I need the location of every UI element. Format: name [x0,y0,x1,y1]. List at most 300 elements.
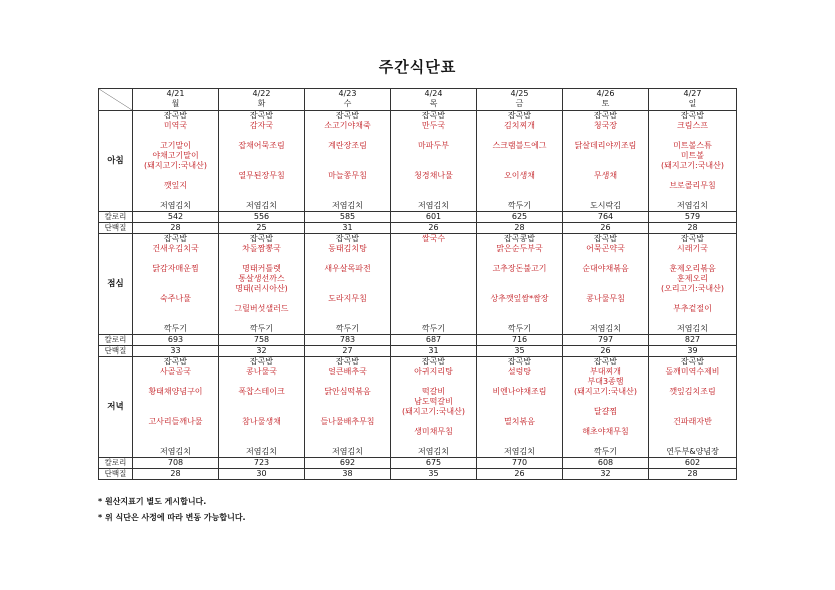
menu-item: (오리고기:국내산) [660,284,725,293]
menu-item: 크림스프 [677,121,708,130]
menu-item: 계란장조림 [328,141,367,150]
menu-cell [133,111,219,212]
menu-item: 오이생채 [504,171,535,180]
day-header [219,89,305,111]
spacer [306,254,389,264]
menu-item: 황태채양념구이 [148,387,203,396]
menu-item: 부대3종햄 [587,377,624,386]
menu-item: 청국장 [593,121,618,130]
spacer [564,397,647,407]
menu-item: 잡곡밥 [421,357,446,366]
menu-item: 숙주나물 [160,294,191,303]
corner-cell [99,89,133,111]
menu-item: 콩나물국 [246,367,277,376]
menu-item: 마늘쫑무침 [328,171,367,180]
menu-item: 해초야채무침 [582,427,629,436]
menu-item: 잡곡밥 [163,234,188,243]
menu-item: 닭안심떡볶음 [324,387,371,396]
calorie-value: 687 [391,335,477,346]
protein-row [99,223,737,234]
day-name: 금 [515,99,524,108]
menu-item: 들나물배추무침 [320,417,375,426]
side-dish: 저염김치 [160,201,191,210]
menu-item: 건파래자반 [673,417,712,426]
menu-item: 비엔나야채조림 [492,387,547,396]
menu-cell [477,234,563,335]
spacer [134,427,217,447]
calorie-value: 716 [477,335,563,346]
meal-row [99,234,737,335]
menu-cell-content [134,357,217,457]
menu-item: 부추겉절이 [673,304,712,313]
menu-item: 잡곡밥 [593,111,618,120]
protein-value: 35 [391,469,477,480]
menu-cell-content [478,234,561,334]
menu-cell [219,111,305,212]
day-name: 토 [601,99,610,108]
protein-label: 단백질 [99,346,133,357]
calorie-label: 칼로리 [99,458,133,469]
menu-item: 맑은순두부국 [496,244,543,253]
menu-item: 잡곡밥 [163,111,188,120]
protein-value: 33 [133,346,219,357]
menu-item: 잡곡밥 [249,111,274,120]
spacer [564,131,647,141]
calorie-row [99,458,737,469]
menu-item: 참나물생채 [242,417,281,426]
spacer [134,191,217,201]
menu-cell-content [306,111,389,211]
protein-value: 31 [391,346,477,357]
menu-cell-content [306,357,389,457]
spacer [134,254,217,264]
side-dish: 저염김치 [246,447,277,456]
menu-cell [649,111,737,212]
menu-cell [563,111,649,212]
spacer [478,254,561,264]
menu-item: 새우살목파전 [324,264,371,273]
side-dish: 깍두기 [335,324,360,333]
spacer [392,151,475,171]
protein-value: 26 [477,469,563,480]
spacer [564,274,647,294]
menu-cell [477,357,563,458]
menu-item: 브로콜리무침 [669,181,716,190]
menu-item: 멸치볶음 [504,417,535,426]
spacer [478,151,561,171]
menu-item: 잡곡밥 [249,234,274,243]
menu-item: 잡곡밥 [507,357,532,366]
protein-value: 28 [133,469,219,480]
spacer [134,397,217,417]
side-dish: 저염김치 [332,447,363,456]
menu-cell-content [564,111,647,211]
menu-item: 훈제오리볶음 [669,264,716,273]
spacer [392,181,475,201]
menu-item: 잡곡콩밥 [504,234,535,243]
meal-label: 아침 [99,111,133,212]
protein-value: 32 [219,346,305,357]
menu-cell-content [392,357,475,457]
spacer [220,181,303,201]
menu-cell [477,111,563,212]
calorie-value: 758 [219,335,305,346]
spacer [392,437,475,447]
spacer [392,377,475,387]
menu-cell [219,357,305,458]
meal-row [99,111,737,212]
calorie-value: 797 [563,335,649,346]
menu-item: 고사리들깨나물 [148,417,203,426]
menu-cell-content [134,234,217,334]
protein-value: 32 [563,469,649,480]
spacer [564,151,647,171]
menu-item: 사골곰국 [160,367,191,376]
protein-value: 28 [477,223,563,234]
menu-item: 잡곡밥 [335,357,360,366]
menu-cell [305,357,391,458]
menu-item: 폭찹스테이크 [238,387,285,396]
calorie-value: 723 [219,458,305,469]
menu-item: 미역국 [163,121,188,130]
menu-cell [219,234,305,335]
protein-value: 31 [305,223,391,234]
menu-item: 고기말이 [160,141,191,150]
menu-item: 잡곡밥 [593,357,618,366]
calorie-value: 625 [477,212,563,223]
spacer [650,254,735,264]
menu-item: 야채고기말이 [152,151,199,160]
menu-cell [305,111,391,212]
calorie-value: 827 [649,335,737,346]
day-name: 화 [257,99,266,108]
menu-item: (돼지고기:국내산) [143,161,208,170]
side-dish: 저염김치 [246,201,277,210]
menu-item: 그릴버섯샐러드 [234,304,289,313]
spacer [392,254,475,324]
menu-item: 잡곡밥 [335,234,360,243]
menu-item: 고추장돈불고기 [492,264,547,273]
spacer [134,304,217,324]
menu-cell-content [392,111,475,211]
spacer [478,377,561,387]
header-row [99,89,737,111]
day-header [649,89,737,111]
calorie-value: 764 [563,212,649,223]
side-dish: 저염김치 [677,201,708,210]
calorie-value: 556 [219,212,305,223]
spacer [478,274,561,294]
side-dish: 저염김치 [418,201,449,210]
menu-item: 도라지무침 [328,294,367,303]
menu-cell-content [650,234,735,334]
menu-item: 잡곡밥 [593,234,618,243]
menu-item: (돼지고기:국내산) [573,387,638,396]
side-dish: 도시락김 [590,201,621,210]
spacer [134,171,217,181]
spacer [306,304,389,324]
menu-cell-content [478,357,561,457]
day-name: 일 [688,99,697,108]
day-date: 4/24 [424,89,443,98]
page-title: 주간식단표 [378,58,457,76]
calorie-value: 692 [305,458,391,469]
day-date: 4/21 [166,89,185,98]
calorie-row [99,212,737,223]
day-date: 4/25 [510,89,529,98]
day-name: 목 [429,99,438,108]
spacer [220,427,303,447]
spacer [306,427,389,447]
spacer [478,427,561,447]
spacer [478,131,561,141]
menu-cell-content [650,111,735,211]
day-date: 4/26 [596,89,615,98]
menu-item: 감자국 [249,121,274,130]
menu-item: 스크램블드에그 [492,141,547,150]
spacer [220,294,303,304]
menu-cell [649,234,737,335]
protein-value: 28 [133,223,219,234]
menu-cell [305,234,391,335]
day-name: 월 [171,99,180,108]
menu-cell-content [564,357,647,457]
menu-item: 아귀지리탕 [414,367,453,376]
side-dish: 깍두기 [593,447,618,456]
spacer [220,254,303,264]
day-name: 수 [343,99,352,108]
menu-item: 명태커틀렛 [242,264,281,273]
menu-item: 열무된장무침 [238,171,285,180]
protein-value: 30 [219,469,305,480]
side-dish: 깍두기 [507,324,532,333]
menu-item: 떡갈비 [421,387,446,396]
calorie-row [99,335,737,346]
menu-item: 잡채어묵조림 [238,141,285,150]
menu-item: 미트볼 [680,151,705,160]
menu-item: 잡곡밥 [680,234,705,243]
spacer [134,131,217,141]
menu-item: 얼큰배추국 [328,367,367,376]
spacer [650,131,735,141]
menu-item: 상추깻잎쌈*쌈장 [490,294,549,303]
side-dish: 저염김치 [504,447,535,456]
menu-item: 마파두부 [418,141,449,150]
spacer [478,397,561,417]
menu-cell-content [220,357,303,457]
menu-item: 무생채 [593,171,618,180]
spacer [220,314,303,324]
day-header [563,89,649,111]
spacer [564,304,647,324]
spacer [564,437,647,447]
spacer [564,417,647,427]
calorie-value: 708 [133,458,219,469]
menu-item: (돼지고기:국내산) [660,161,725,170]
side-dish: 저염김치 [160,447,191,456]
menu-cell [391,111,477,212]
spacer [478,304,561,324]
menu-cell-content [220,111,303,211]
side-dish: 저염김치 [332,201,363,210]
protein-value: 27 [305,346,391,357]
menu-cell [649,357,737,458]
spacer [220,151,303,171]
menu-item: 닭살데리야끼조림 [574,141,637,150]
protein-value: 39 [649,346,737,357]
spacer [220,377,303,387]
spacer [134,377,217,387]
menu-cell [563,234,649,335]
spacer [306,274,389,294]
spacer [306,181,389,201]
spacer [220,397,303,417]
menu-item: 훈제오리 [677,274,708,283]
day-header [391,89,477,111]
menu-item: 잡곡밥 [421,111,446,120]
calorie-value: 601 [391,212,477,223]
menu-item: 쌀국수 [421,234,446,243]
menu-item: 깻잎지 [163,181,188,190]
menu-item: 소고기야채죽 [324,121,371,130]
menu-cell-content [134,111,217,211]
menu-item: 청경채나물 [414,171,453,180]
menu-item: 깻잎김치조림 [669,387,716,396]
side-dish: 저염김치 [590,324,621,333]
protein-value: 38 [305,469,391,480]
menu-item: 닭감자매운찜 [152,264,199,273]
spacer [134,274,217,294]
menu-cell [563,357,649,458]
menu-item: 남도떡갈비 [414,397,453,406]
calorie-label: 칼로리 [99,335,133,346]
weekly-menu-table [98,88,737,480]
calorie-label: 칼로리 [99,212,133,223]
protein-label: 단백질 [99,223,133,234]
day-header [305,89,391,111]
side-dish: 깍두기 [507,201,532,210]
protein-value: 26 [563,346,649,357]
day-date: 4/22 [252,89,271,98]
menu-item: 만두국 [421,121,446,130]
meal-label: 저녁 [99,357,133,458]
calorie-value: 693 [133,335,219,346]
side-dish: 깍두기 [421,324,446,333]
menu-item: 잡곡밥 [163,357,188,366]
menu-cell [391,234,477,335]
diagonal-line [99,89,132,110]
calorie-value: 585 [305,212,391,223]
protein-row [99,469,737,480]
menu-item: 잡곡밥 [680,357,705,366]
side-dish: 저염김치 [418,447,449,456]
menu-cell [133,234,219,335]
menu-item: 순대야채볶음 [582,264,629,273]
menu-item: 잡곡밥 [507,111,532,120]
side-dish: 깍두기 [249,324,274,333]
menu-item: 부대찌개 [590,367,621,376]
spacer [564,181,647,201]
side-dish: 연두부&양념장 [666,447,719,456]
menu-item: 미트볼스튜 [673,141,712,150]
menu-item: 명태(러시아산) [235,284,288,293]
menu-item: 동태김치탕 [328,244,367,253]
menu-cell-content [306,234,389,334]
protein-row [99,346,737,357]
menu-cell-content [392,234,475,334]
menu-cell-content [478,111,561,211]
menu-item: 건새우김치국 [152,244,199,253]
protein-value: 28 [649,223,737,234]
menu-item: 설렁탕 [507,367,532,376]
calorie-value: 542 [133,212,219,223]
menu-item: 돌깨미역수제비 [665,367,720,376]
note-change: * 위 식단은 사정에 따라 변동 가능합니다. [98,513,246,522]
calorie-value: 579 [649,212,737,223]
protein-value: 25 [219,223,305,234]
day-header [477,89,563,111]
calorie-value: 770 [477,458,563,469]
day-header [133,89,219,111]
note-origin: * 원산지표기 별도 게시합니다. [98,497,207,506]
menu-item: 생미채무침 [414,427,453,436]
spacer [306,397,389,417]
menu-cell-content [650,357,735,457]
notes [98,494,246,526]
spacer [650,191,735,201]
calorie-value: 675 [391,458,477,469]
day-date: 4/27 [683,89,702,98]
spacer [650,397,735,417]
meal-label: 점심 [99,234,133,335]
menu-item: 어묵곤약국 [586,244,625,253]
spacer [650,294,735,304]
menu-item: 잡곡밥 [335,111,360,120]
menu-cell [391,357,477,458]
spacer [650,427,735,447]
day-date: 4/23 [338,89,357,98]
menu-item: 김치찌개 [504,121,535,130]
calorie-value: 602 [649,458,737,469]
protein-value: 26 [563,223,649,234]
menu-item: 시래기국 [677,244,708,253]
spacer [650,314,735,324]
calorie-value: 783 [305,335,391,346]
side-dish: 깍두기 [163,324,188,333]
protein-value: 35 [477,346,563,357]
protein-value: 26 [391,223,477,234]
spacer [392,244,475,254]
protein-label: 단백질 [99,469,133,480]
meal-row [99,357,737,458]
menu-item: 콩나물무침 [586,294,625,303]
spacer [650,377,735,387]
menu-item: (돼지고기:국내산) [401,407,466,416]
menu-item: 잡곡밥 [249,357,274,366]
spacer [306,151,389,171]
spacer [650,171,735,181]
spacer [306,377,389,387]
spacer [392,417,475,427]
spacer [564,254,647,264]
calorie-value: 608 [563,458,649,469]
side-dish: 저염김치 [677,324,708,333]
menu-item: 달걀찜 [593,407,618,416]
spacer [478,181,561,201]
menu-item: 통살생선까스 [238,274,285,283]
menu-item: 차돌짬뽕국 [242,244,281,253]
menu-cell [133,357,219,458]
